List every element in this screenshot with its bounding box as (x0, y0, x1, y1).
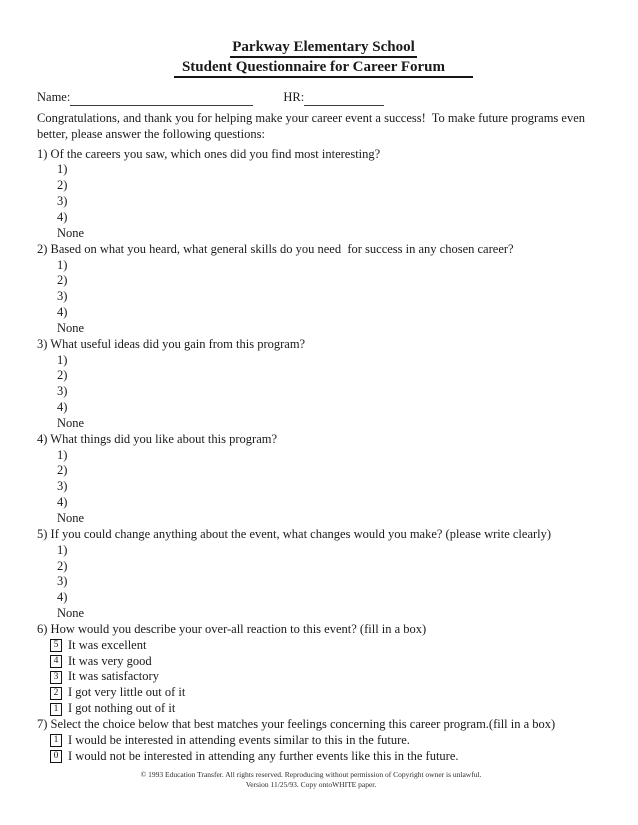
answer-line[interactable]: 1) (57, 447, 68, 462)
version-line: Version 11/25/93. Copy ontoWHITE paper. (245, 779, 377, 789)
school-title-row (37, 38, 610, 58)
question-1-label: 1) Of the careers you saw, which ones did you find most interesting? (37, 146, 381, 161)
question-3-label: 3) What useful ideas did you gain from this program? (37, 336, 306, 351)
form-title: Student Questionnaire for Career Forum (174, 58, 473, 78)
question-4 (37, 432, 610, 527)
rating-option[interactable] (37, 685, 610, 701)
question-2 (37, 242, 610, 337)
answer-line[interactable]: 1) (57, 352, 68, 367)
answer-none[interactable]: None (57, 415, 85, 430)
answer-none[interactable]: None (57, 606, 85, 621)
answer-line[interactable]: 2) (57, 368, 68, 383)
answer-line[interactable]: 1) (57, 542, 68, 557)
answer-line[interactable]: 4) (57, 400, 68, 415)
question-1 (37, 147, 610, 242)
answer-none[interactable]: None (57, 511, 85, 525)
answer-none[interactable]: None (57, 320, 85, 335)
answer-line[interactable]: 3) (57, 289, 68, 304)
rating-option[interactable] (37, 669, 610, 685)
answer-none[interactable]: None (57, 225, 85, 240)
hr-input-line[interactable] (304, 92, 384, 106)
answer-line[interactable]: 2) (57, 273, 68, 288)
fill-box-5[interactable]: 5 (50, 639, 62, 652)
question-7 (37, 717, 610, 765)
rating-option-label: It was excellent (68, 637, 147, 652)
fill-box-3[interactable]: 3 (50, 671, 62, 684)
rating-option[interactable] (37, 701, 610, 717)
interest-option[interactable] (37, 733, 610, 749)
form-title-row (37, 58, 610, 78)
intro-text: Congratulations, and thank you for helping make your career event a success! To make future programs even better, please answer the following questions: (37, 111, 589, 141)
hr-label: HR: (283, 90, 305, 104)
answer-line[interactable]: 4) (57, 495, 68, 510)
fill-box-yes[interactable]: 1 (50, 734, 62, 747)
title-block (37, 38, 610, 78)
school-title: Parkway Elementary School (230, 38, 416, 58)
answer-line[interactable]: 3) (57, 574, 68, 589)
question-7-label: 7) Select the choice below that best matches your feelings concerning this career program.(fill in a box) (37, 716, 556, 731)
question-5 (37, 527, 610, 622)
rating-option[interactable] (37, 654, 610, 670)
name-hr-row (37, 89, 610, 106)
question-3 (37, 337, 610, 432)
question-5-label: 5) If you could change anything about the event, what changes would you make? (please write clearly) (37, 526, 552, 541)
answer-line[interactable]: 1) (57, 162, 68, 177)
interest-option-label: I would not be interested in attending any further events like this in the future. (68, 748, 459, 763)
rating-option-label: It was very good (68, 653, 152, 668)
answer-line[interactable]: 4) (57, 209, 68, 224)
answer-line[interactable]: 2) (57, 178, 68, 193)
answer-line[interactable]: 1) (57, 257, 68, 272)
answer-line[interactable]: 2) (57, 463, 68, 478)
answer-line[interactable]: 3) (57, 384, 68, 399)
rating-option-label: I got very little out of it (68, 685, 186, 700)
fill-box-1[interactable]: 1 (50, 703, 62, 716)
interest-option-label: I would be interested in attending events similar to this in the future. (68, 732, 410, 747)
rating-option-label: I got nothing out of it (68, 701, 176, 716)
answer-line[interactable]: 3) (57, 479, 68, 494)
name-label: Name: (37, 90, 71, 104)
answer-line[interactable]: 3) (57, 194, 68, 209)
footer (37, 770, 585, 790)
answer-line[interactable]: 2) (57, 558, 68, 573)
interest-option[interactable] (37, 749, 610, 765)
question-6-label: 6) How would you describe your over-all reaction to this event? (fill in a box) (37, 621, 427, 636)
answer-line[interactable]: 4) (57, 305, 68, 320)
rating-option-label: It was satisfactory (68, 669, 159, 684)
question-2-label: 2) Based on what you heard, what general skills do you need for success in any chosen career? (37, 241, 514, 256)
fill-box-4[interactable]: 4 (50, 655, 62, 668)
copyright-line: © 1993 Education Transfer. All rights reserved. Reproducing without permission of Copyright owner is unlawful. (140, 769, 482, 779)
fill-box-no[interactable]: 0 (50, 750, 62, 763)
name-input-line[interactable] (70, 92, 253, 106)
fill-box-2[interactable]: 2 (50, 687, 62, 700)
answer-line[interactable]: 4) (57, 590, 68, 605)
question-4-label: 4) What things did you like about this program? (37, 431, 278, 446)
question-6 (37, 622, 610, 717)
rating-option[interactable] (37, 638, 610, 654)
